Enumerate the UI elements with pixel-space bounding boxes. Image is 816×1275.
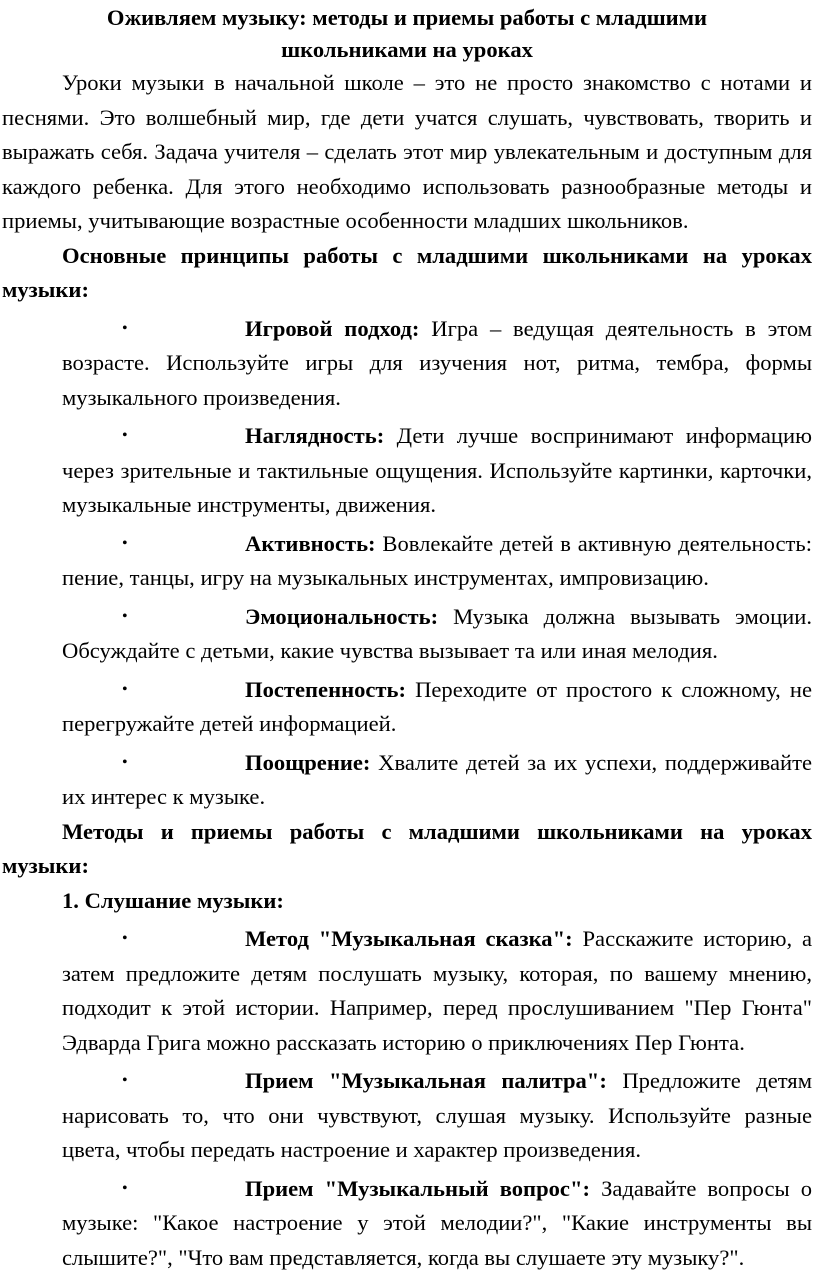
list-item [62,312,812,416]
list-item [62,1064,812,1168]
list-item [62,600,812,669]
item-text: Игра – ведущая деятельность в этом возрасте. Используйте игры для изучения нот, ритма, тембра, формы музыкального произведения. [62,316,812,410]
list-item [62,746,812,815]
bullet-icon: • [122,312,142,347]
list-item [62,673,812,742]
item-term: Наглядность: [245,423,384,448]
bullet-icon: • [122,922,142,957]
bullet-icon: • [122,527,142,562]
item-text: Хвалите детей за их успехи, поддерживайте их интерес к музыке. [62,750,812,810]
item-term: Прием "Музыкальный вопрос": [245,1176,590,1201]
bullet-icon: • [122,1172,142,1207]
item-text: Расскажите историю, а затем предложите детям послушать музыку, которая, по вашему мнению, подходит к этой истории. Например, перед прослушиванием "Пер Гюнта" Эдварда Грига можно рассказать историю о приключениях Пер Гюнта. [62,926,812,1055]
document-title: Оживляем музыку: методы и приемы работы с младшими школьниками на уроках [2,2,812,66]
list-item [62,419,812,523]
item-term: Метод "Музыкальная сказка": [245,926,573,951]
item-text: Вовлекайте детей в активную деятельность: пение, танцы, игру на музыкальных инструментах, импровизацию. [62,531,812,591]
list-item [62,1172,812,1275]
item-term: Поощрение: [245,750,370,775]
item-text: Музыка должна вызывать эмоции. Обсуждайте с детьми, какие чувства вызывает та или иная мелодия. [62,604,812,664]
bullet-icon: • [122,600,142,635]
intro-paragraph: Уроки музыки в начальной школе – это не просто знакомство с нотами и песнями. Это волшебный мир, где дети учатся слушать, чувствовать, творить и выражать себя. Задача учителя – сделать этот мир увлекательным и доступным для каждого ребенка. Для этого необходимо использовать разнообразные методы и приемы, учитывающие возрастные особенности младших школьников. [2,66,812,239]
item-text: Дети лучше воспринимают информацию через зрительные и тактильные ощущения. Используйте картинки, карточки, музыкальные инструменты, движения. [62,423,812,517]
item-text: Задавайте вопросы о музыке: "Какое настроение у этой мелодии?", "Какие инструменты вы слышите?", "Что вам представляется, когда вы слушаете эту музыку?". [62,1176,812,1270]
list-item [62,922,812,1060]
bullet-icon: • [122,746,142,781]
item-term: Эмоциональность: [245,604,438,629]
listening-heading: 1. Слушание музыки: [2,884,812,919]
bullet-icon: • [122,419,142,454]
list-item [62,527,812,596]
item-text: Переходите от простого к сложному, не перегружайте детей информацией. [62,677,812,737]
bullet-icon: • [122,1064,142,1099]
item-term: Активность: [245,531,376,556]
methods-heading: Методы и приемы работы с младшими школьниками на уроках музыки: [2,815,812,884]
item-text: Предложите детям нарисовать то, что они чувствуют, слушая музыку. Используйте разные цвета, чтобы передать настроение и характер произведения. [62,1068,812,1162]
principles-heading: Основные принципы работы с младшими школьниками на уроках музыки: [2,239,812,308]
item-term: Игровой подход: [245,316,419,341]
item-term: Постепенность: [245,677,406,702]
bullet-icon: • [122,673,142,708]
item-term: Прием "Музыкальная палитра": [245,1068,607,1093]
